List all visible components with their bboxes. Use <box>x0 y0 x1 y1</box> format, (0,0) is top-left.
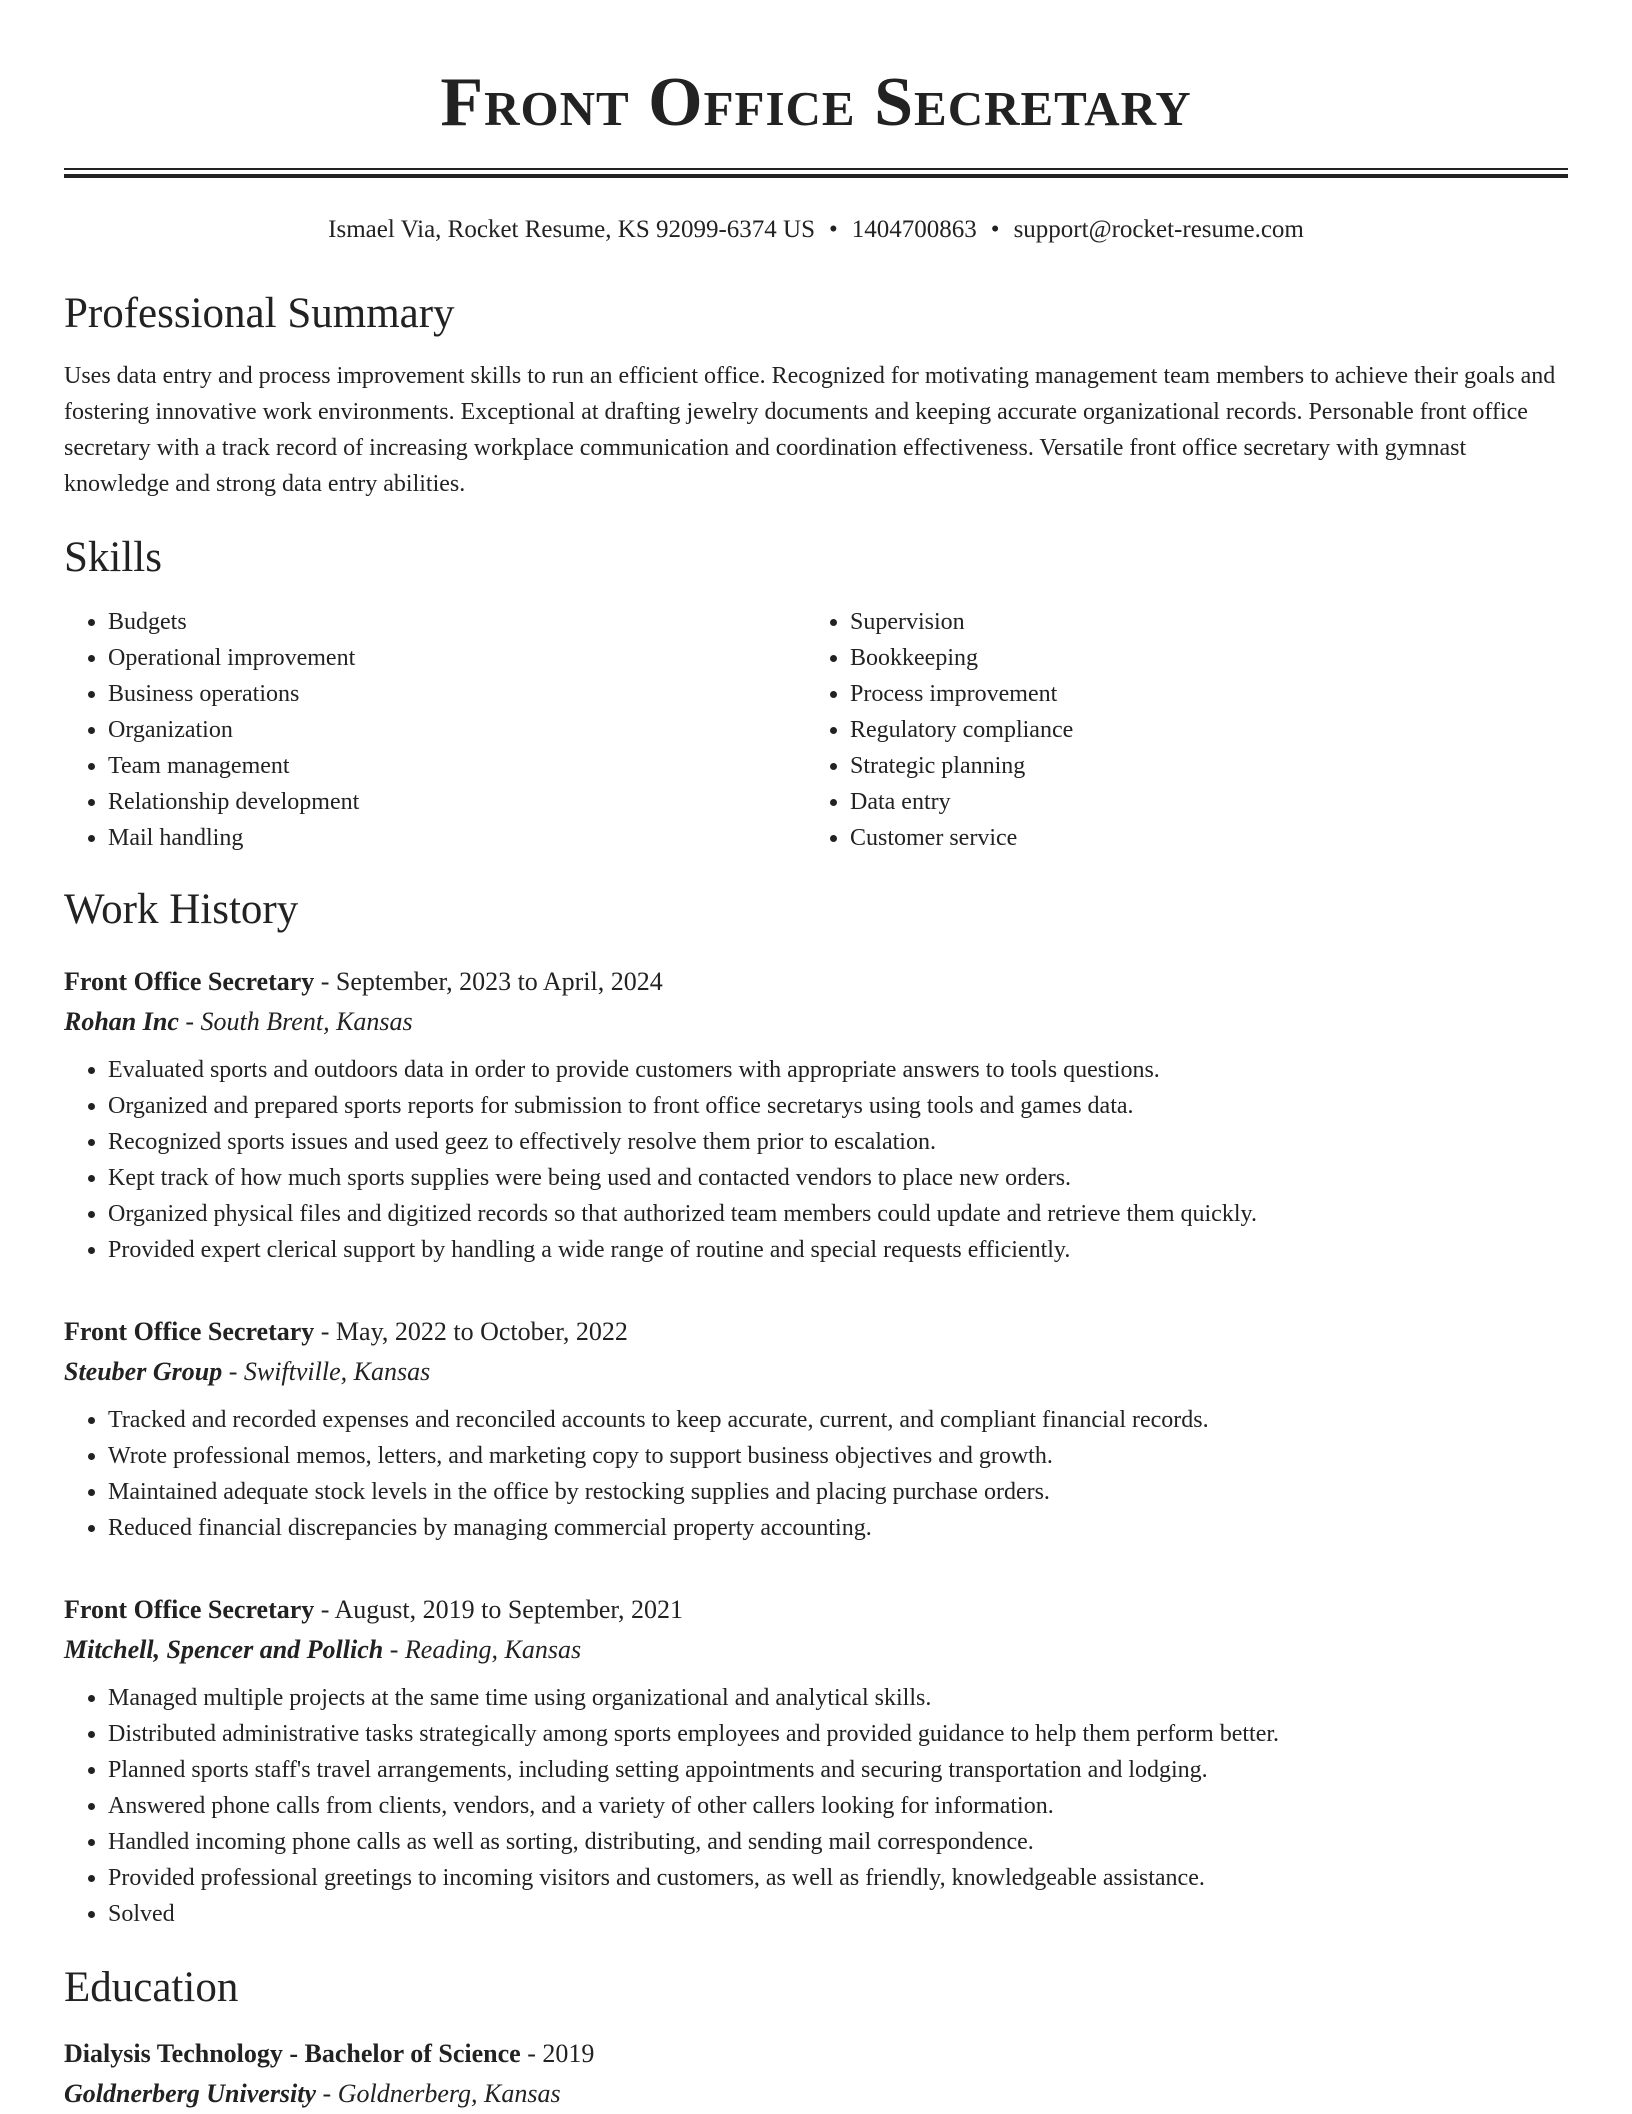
summary-heading: Professional Summary <box>64 290 455 337</box>
skills-list <box>64 604 1568 856</box>
education-degree: Dialysis Technology - Bachelor of Science <box>64 2039 521 2068</box>
skill-item: • Relationship development <box>108 784 806 820</box>
job-company: Steuber Group <box>64 1357 223 1386</box>
job-bullet: • Organized and prepared sports reports for submission to front office secretarys using tools and games data. <box>108 1088 1568 1124</box>
job-company-line <box>64 1002 1568 1042</box>
job-bullet: • Organized physical files and digitized records so that authorized team members could update and retrieve them quickly. <box>108 1196 1568 1232</box>
education-header <box>64 2034 1568 2074</box>
job-bullet: • Maintained adequate stock levels in the office by restocking supplies and placing purchase orders. <box>108 1474 1568 1510</box>
contact-phone: 1404700863 <box>851 216 977 243</box>
job-bullet: • Provided expert clerical support by handling a wide range of routine and special requests efficiently. <box>108 1232 1568 1268</box>
job-bullet: • Solved <box>108 1896 1568 1932</box>
skill-item: • Bookkeeping <box>850 640 1548 676</box>
job-bullet: • Answered phone calls from clients, vendors, and a variety of other callers looking for information. <box>108 1788 1568 1824</box>
skill-item: • Team management <box>108 748 806 784</box>
skill-item: • Supervision <box>850 604 1548 640</box>
job-location: - Reading, Kansas <box>383 1635 582 1664</box>
job-company: Mitchell, Spencer and Pollich <box>64 1635 384 1664</box>
contact-line <box>64 212 1568 248</box>
job-company-line <box>64 1352 1568 1392</box>
skill-item: • Organization <box>108 712 806 748</box>
skills-heading: Skills <box>64 534 162 581</box>
job-bullet: • Managed multiple projects at the same time using organizational and analytical skills. <box>108 1680 1568 1716</box>
job-bullet: • Evaluated sports and outdoors data in order to provide customers with appropriate answers to tools questions. <box>108 1052 1568 1088</box>
job-location: - South Brent, Kansas <box>178 1007 413 1036</box>
job-bullet: • Wrote professional memos, letters, and marketing copy to support business objectives and growth. <box>108 1438 1568 1474</box>
skill-item: • Customer service <box>850 820 1548 856</box>
job-role: Front Office Secretary <box>64 1595 315 1624</box>
job-role: Front Office Secretary <box>64 1317 315 1346</box>
skill-item: • Data entry <box>850 784 1548 820</box>
job-bullets <box>64 1402 1568 1546</box>
skill-item: • Process improvement <box>850 676 1548 712</box>
skills-column-right <box>806 604 1548 856</box>
job-bullet: • Provided professional greetings to incoming visitors and customers, as well as friendly, knowledgeable assistance. <box>108 1860 1568 1896</box>
contact-separator: • <box>990 216 1000 243</box>
job-bullet: • Kept track of how much sports supplies were being used and contacted vendors to place new orders. <box>108 1160 1568 1196</box>
education-heading: Education <box>64 1964 239 2011</box>
skill-item: • Business operations <box>108 676 806 712</box>
education-school-line <box>64 2074 1568 2114</box>
job-header <box>64 1590 1568 1630</box>
work-history-heading: Work History <box>64 886 299 933</box>
job-dates: - May, 2022 to October, 2022 <box>314 1317 628 1346</box>
job-bullet: • Reduced financial discrepancies by managing commercial property accounting. <box>108 1510 1568 1546</box>
job-bullet: • Handled incoming phone calls as well as sorting, distributing, and sending mail correspondence. <box>108 1824 1568 1860</box>
job-dates: - August, 2019 to September, 2021 <box>314 1595 683 1624</box>
summary-text: Uses data entry and process improvement skills to run an efficient office. Recognized for motivating management team members to achieve their goals and fostering innovative work environments. Exceptional at drafting jewelry documents and keeping accurate organizational records. Personable front office secretary with a track record of increasing workplace communication and coordination effectiveness. Versatile front office secretary with gymnast knowledge and strong data entry abilities. <box>64 363 1556 497</box>
job-company-line <box>64 1630 1568 1670</box>
job-bullet: • Distributed administrative tasks strategically among sports employees and provided guidance to help them perform better. <box>108 1716 1568 1752</box>
job-company: Rohan Inc <box>64 1007 179 1036</box>
job-bullet: • Tracked and recorded expenses and reconciled accounts to keep accurate, current, and compliant financial records. <box>108 1402 1568 1438</box>
job-bullet: • Planned sports staff's travel arrangements, including setting appointments and securing transportation and lodging. <box>108 1752 1568 1788</box>
job-role: Front Office Secretary <box>64 967 315 996</box>
job-entry <box>64 962 1568 1268</box>
education-year: - 2019 <box>520 2039 595 2068</box>
job-header <box>64 1312 1568 1352</box>
resume-title: Front Office Secretary <box>440 64 1192 141</box>
job-entry <box>64 1312 1568 1546</box>
title-divider <box>64 168 1568 178</box>
education-school: Goldnerberg University <box>64 2079 317 2108</box>
contact-address: Ismael Via, Rocket Resume, KS 92099-6374 US <box>328 216 816 243</box>
job-header <box>64 962 1568 1002</box>
job-bullets <box>64 1680 1568 1932</box>
skills-column-left <box>64 604 806 856</box>
education-entry <box>64 2034 1568 2114</box>
job-bullet: • Recognized sports issues and used geez to effectively resolve them prior to escalation. <box>108 1124 1568 1160</box>
job-location: - Swiftville, Kansas <box>222 1357 431 1386</box>
job-entry <box>64 1590 1568 1932</box>
skill-item: • Operational improvement <box>108 640 806 676</box>
job-dates: - September, 2023 to April, 2024 <box>314 967 663 996</box>
contact-email: support@rocket-resume.com <box>1013 216 1304 243</box>
skill-item: • Mail handling <box>108 820 806 856</box>
skill-item: • Regulatory compliance <box>850 712 1548 748</box>
skill-item: • Budgets <box>108 604 806 640</box>
education-location: - Goldnerberg, Kansas <box>316 2079 561 2108</box>
contact-separator: • <box>829 216 838 243</box>
skill-item: • Strategic planning <box>850 748 1548 784</box>
job-bullets <box>64 1052 1568 1268</box>
